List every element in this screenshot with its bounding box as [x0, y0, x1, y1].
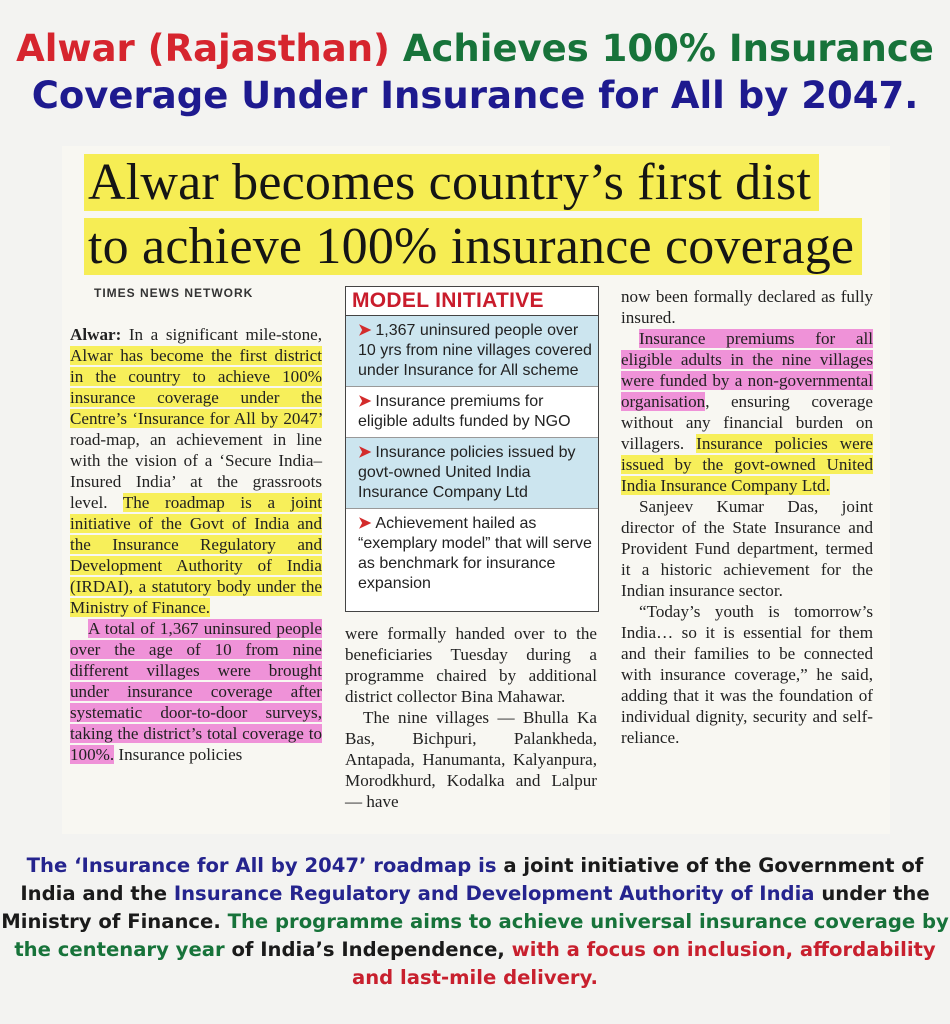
title-achievement: Achieves 100% Insurance [389, 27, 934, 70]
summary-caption [0, 852, 950, 992]
arrow-icon: ➤ [358, 444, 372, 461]
headline-line-2: to achieve 100% insurance coverage [84, 218, 862, 275]
box-item [346, 316, 598, 387]
col1-text-a: In a significant mile-stone, [121, 325, 322, 344]
title-place: Alwar (Rajasthan) [16, 27, 390, 70]
byline: TIMES NEWS NETWORK [94, 286, 254, 300]
box-item-text: Insurance policies issued by govt-owned United India Insurance Company Ltd [358, 444, 576, 501]
box-item [346, 509, 598, 599]
col3-text-c: Sanjeev Kumar Das, joint director of the State Insurance and Provident Fund department, termed it a historic achievement for the Indian insurance sector. [621, 497, 873, 600]
article-column-3 [621, 286, 873, 748]
summary-part-1: The ‘Insurance for All by 2047’ roadmap is [26, 854, 497, 877]
box-item [346, 387, 598, 438]
summary-part-3: Insurance Regulatory and Development Authority of India [173, 882, 815, 905]
summary-part-2: a joint initiative of the Government of India and the [20, 854, 924, 905]
box-item-text: 1,367 uninsured people over 10 yrs from nine villages covered under Insurance for All scheme [358, 322, 592, 379]
col3-text-a: now been formally declared as fully insured. [621, 287, 873, 327]
col1-highlight-a: Alwar has become the first district in the country to achieve 100% insurance coverage under the Centre’s ‘Insurance for All by 2047’ [70, 346, 322, 428]
dateline: Alwar: [70, 325, 122, 344]
article-column-1 [70, 324, 322, 765]
col3-text-b: , ensuring coverage without any financial burden on villagers. [621, 392, 873, 453]
article-column-2 [345, 623, 597, 812]
title-line-1 [0, 26, 950, 73]
summary-part-6: of India’s Independence, [224, 938, 512, 961]
article-headline [84, 152, 862, 280]
col3-text-d: “Today’s youth is tomorrow’s India… so it is essential for them and their families to be connected with insurance coverage,” he said, adding that it was the foundation of individual dignity, security and self-reliance. [621, 602, 873, 747]
summary-part-7: with a focus on inclusion, affordability and last-mile delivery. [352, 938, 936, 989]
arrow-icon: ➤ [358, 515, 372, 532]
model-initiative-box [345, 286, 599, 612]
box-item-text: Achievement hailed as “exemplary model” that will serve as benchmark for insurance expansion [358, 515, 592, 592]
summary-part-4: under the Ministry of Finance. [1, 882, 930, 933]
box-item [346, 438, 598, 509]
page-title [0, 0, 950, 140]
title-line-2: Coverage Under Insurance for All by 2047. [31, 73, 919, 117]
col3-highlight-b: Insurance policies were issued by the govt-owned United India Insurance Company Ltd. [621, 434, 873, 495]
col3-highlight-a: Insurance premiums for all eligible adults in the nine villages were funded by a non-governmental organisation [621, 329, 873, 411]
arrow-icon: ➤ [358, 322, 372, 339]
col1-text-b: road-map, an achievement in line with the vision of a ‘Secure India–Insured India’ at the grassroots level. [70, 430, 322, 512]
box-title: MODEL INITIATIVE [346, 287, 598, 316]
newspaper-clipping [62, 146, 890, 834]
col2-text-b: The nine villages — Bhulla Ka Bas, Bichpuri, Palankheda, Antapada, Hanumanta, Kalyanpura, Morodkhurd, Kodalka and Lalpur — have [345, 708, 597, 811]
summary-part-5: The programme aims to achieve universal insurance coverage by the centenary year [14, 910, 949, 961]
box-item-text: Insurance premiums for eligible adults funded by NGO [358, 393, 571, 430]
col1-highlight-b: The roadmap is a joint initiative of the Govt of India and the Insurance Regulatory and Development Authority of India (IRDAI), a statutory body under the Ministry of Finance. [70, 493, 322, 617]
headline-line-1: Alwar becomes country’s first dist [84, 154, 819, 211]
col1-highlight-c: A total of 1,367 uninsured people over the age of 10 from nine different villages were brought under insurance coverage after systematic door-to-door surveys, taking the district’s total coverage to 100%. [70, 619, 322, 764]
col2-text-a: were formally handed over to the beneficiaries Tuesday during a programme chaired by additional district collector Bina Mahawar. [345, 624, 597, 706]
arrow-icon: ➤ [358, 393, 372, 410]
col1-text-c: Insurance policies [114, 745, 243, 764]
